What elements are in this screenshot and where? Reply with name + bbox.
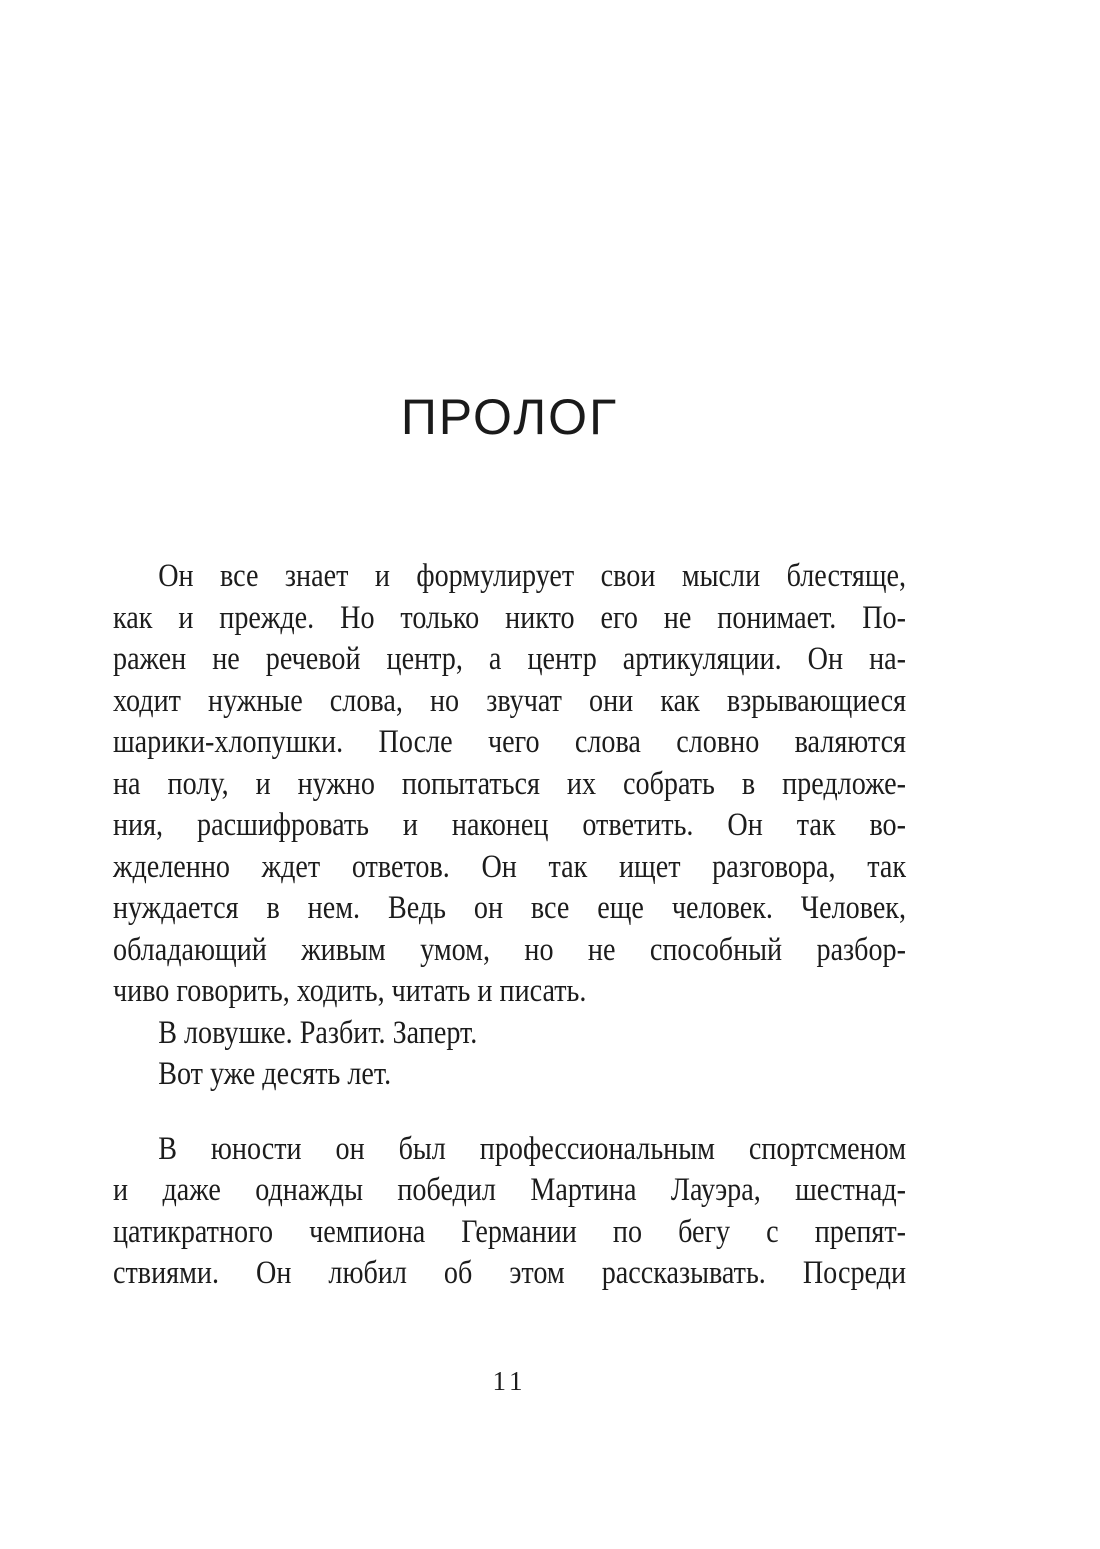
- body-text: [113, 556, 906, 1295]
- chapter-title: ПРОЛОГ: [400, 389, 619, 445]
- page-number: 11: [492, 1366, 527, 1396]
- text-line: шарики-хлопушки. После чего слова словно валяются: [113, 724, 907, 760]
- text-line: нуждается в нем. Ведь он все еще человек. Человек,: [113, 890, 907, 926]
- text-line: В юности он был профессиональным спортсменом: [158, 1130, 907, 1167]
- paragraph-2: [113, 1013, 906, 1055]
- text-line: на полу, и нужно попытаться их собрать в предложе-: [113, 765, 907, 802]
- text-line: чиво говорить, ходить, читать и писать.: [113, 973, 587, 1009]
- text-line: ния, расшифровать и наконец ответить. Он так во-: [113, 807, 907, 843]
- paragraph-1: [113, 556, 906, 1013]
- text-line: Он все знает и формулирует свои мысли блестяще,: [158, 558, 907, 594]
- text-line: цатикратного чемпиона Германии по бегу с препят-: [113, 1213, 907, 1250]
- text-line: и даже однажды победил Мартина Лауэра, шестнад-: [113, 1172, 907, 1208]
- text-line: ствиями. Он любил об этом рассказывать. Посреди: [113, 1255, 907, 1291]
- text-line: В ловушке. Разбит. Заперт.: [158, 1014, 478, 1051]
- text-line: ходит нужные слова, но звучат они как взрывающиеся: [113, 682, 907, 719]
- text-line: Вот уже десять лет.: [158, 1056, 392, 1092]
- text-line: ражен не речевой центр, а центр артикуляции. Он на-: [113, 641, 907, 677]
- text-line: жделенно ждет ответов. Он так ищет разговора, так: [113, 848, 907, 885]
- text-line: обладающий живым умом, но не способный разбор-: [113, 931, 907, 968]
- paragraph-4: [113, 1129, 906, 1295]
- paragraph-3: [113, 1054, 906, 1096]
- text-line: как и прежде. Но только никто его не понимает. По-: [113, 599, 907, 636]
